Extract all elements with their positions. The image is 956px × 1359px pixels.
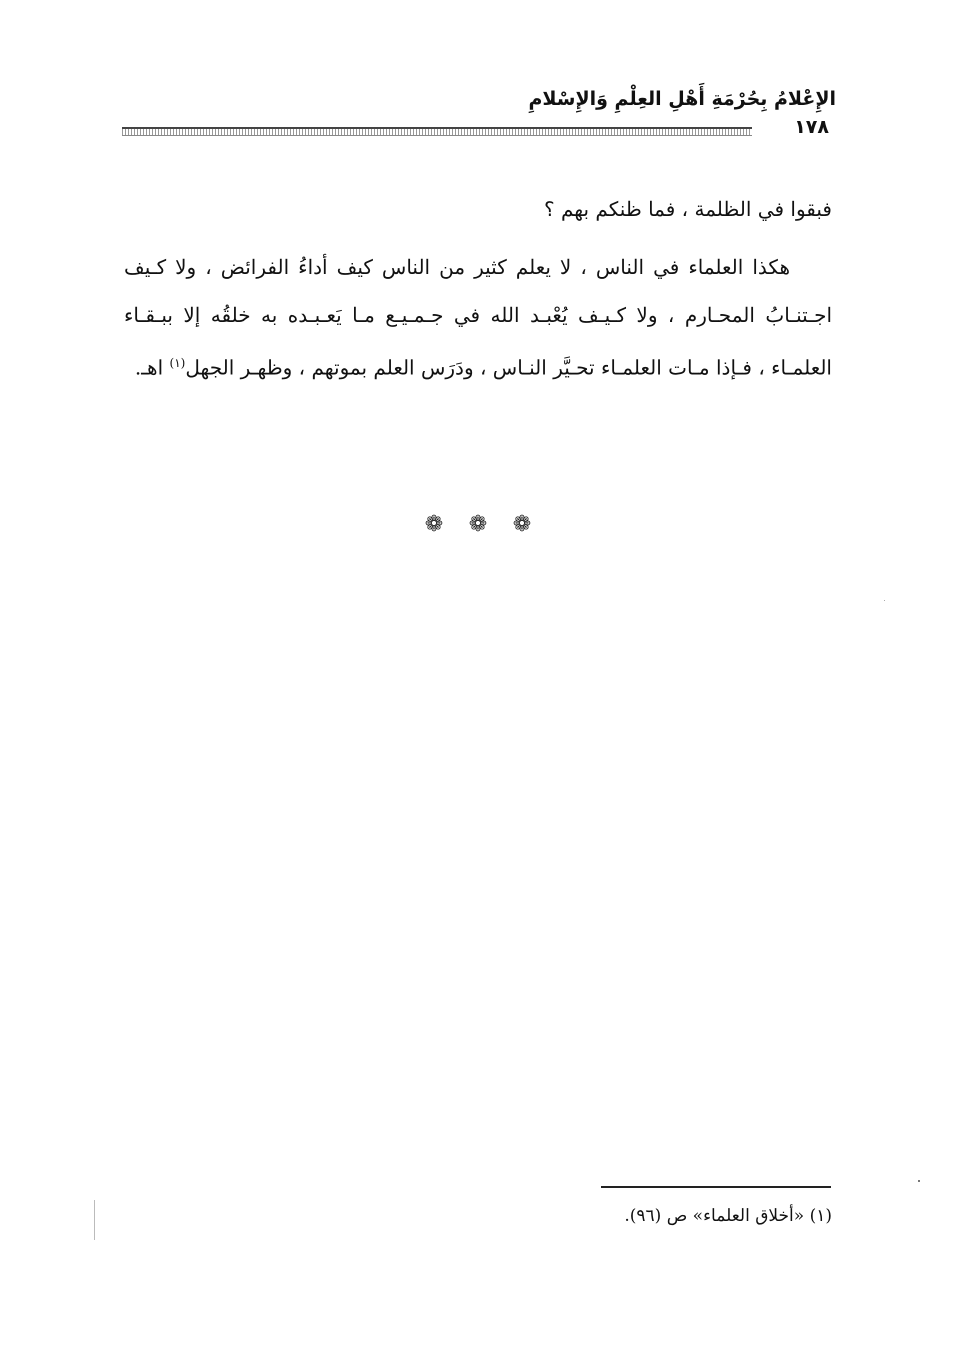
- section-divider: [0, 512, 956, 537]
- scan-speck: [918, 1180, 920, 1182]
- ornament-icon: ❁: [424, 512, 444, 537]
- body-text: [124, 185, 832, 392]
- body-first-line: فبقوا في الظلمة ، فما ظنكم بهم ؟: [544, 197, 832, 221]
- header-rule: [122, 127, 752, 136]
- paragraph-text: هكذا العلماء في الناس ، لا يعلم كثير من الناس كيف أداءُ الفرائض ، ولا كـيف اجـتنـابُ المحـارم ، ولا كـيـف يُعْبـد الله في جـمـيـع مـا يَعـبـده به خلقُه إلا ببـقـاء العلمـاء ، فـإذا مـات العلمـاء تحـيَّر النـاس ، ودَرَس العلم بموتهم ، وظهـر الجهل: [124, 255, 832, 380]
- page-number: ١٧٨: [794, 116, 829, 138]
- paragraph-end: اهـ.: [134, 355, 170, 380]
- footnote-rule: [601, 1186, 831, 1188]
- body-paragraph: [124, 243, 832, 392]
- ornament-icon: ❁: [512, 512, 532, 537]
- scan-mark: [94, 1200, 95, 1240]
- footnote-reference: (١): [169, 356, 186, 370]
- scan-speck: [884, 600, 885, 601]
- footnote: (١) «أخلاق العلماء» ص (٩٦).: [624, 1206, 832, 1226]
- running-title: الإِعْلامُ بِحُرْمَةِ أَهْلِ العِلْمِ وَالإِسْلامِ: [528, 88, 836, 110]
- ornament-icon: ❁: [468, 512, 488, 537]
